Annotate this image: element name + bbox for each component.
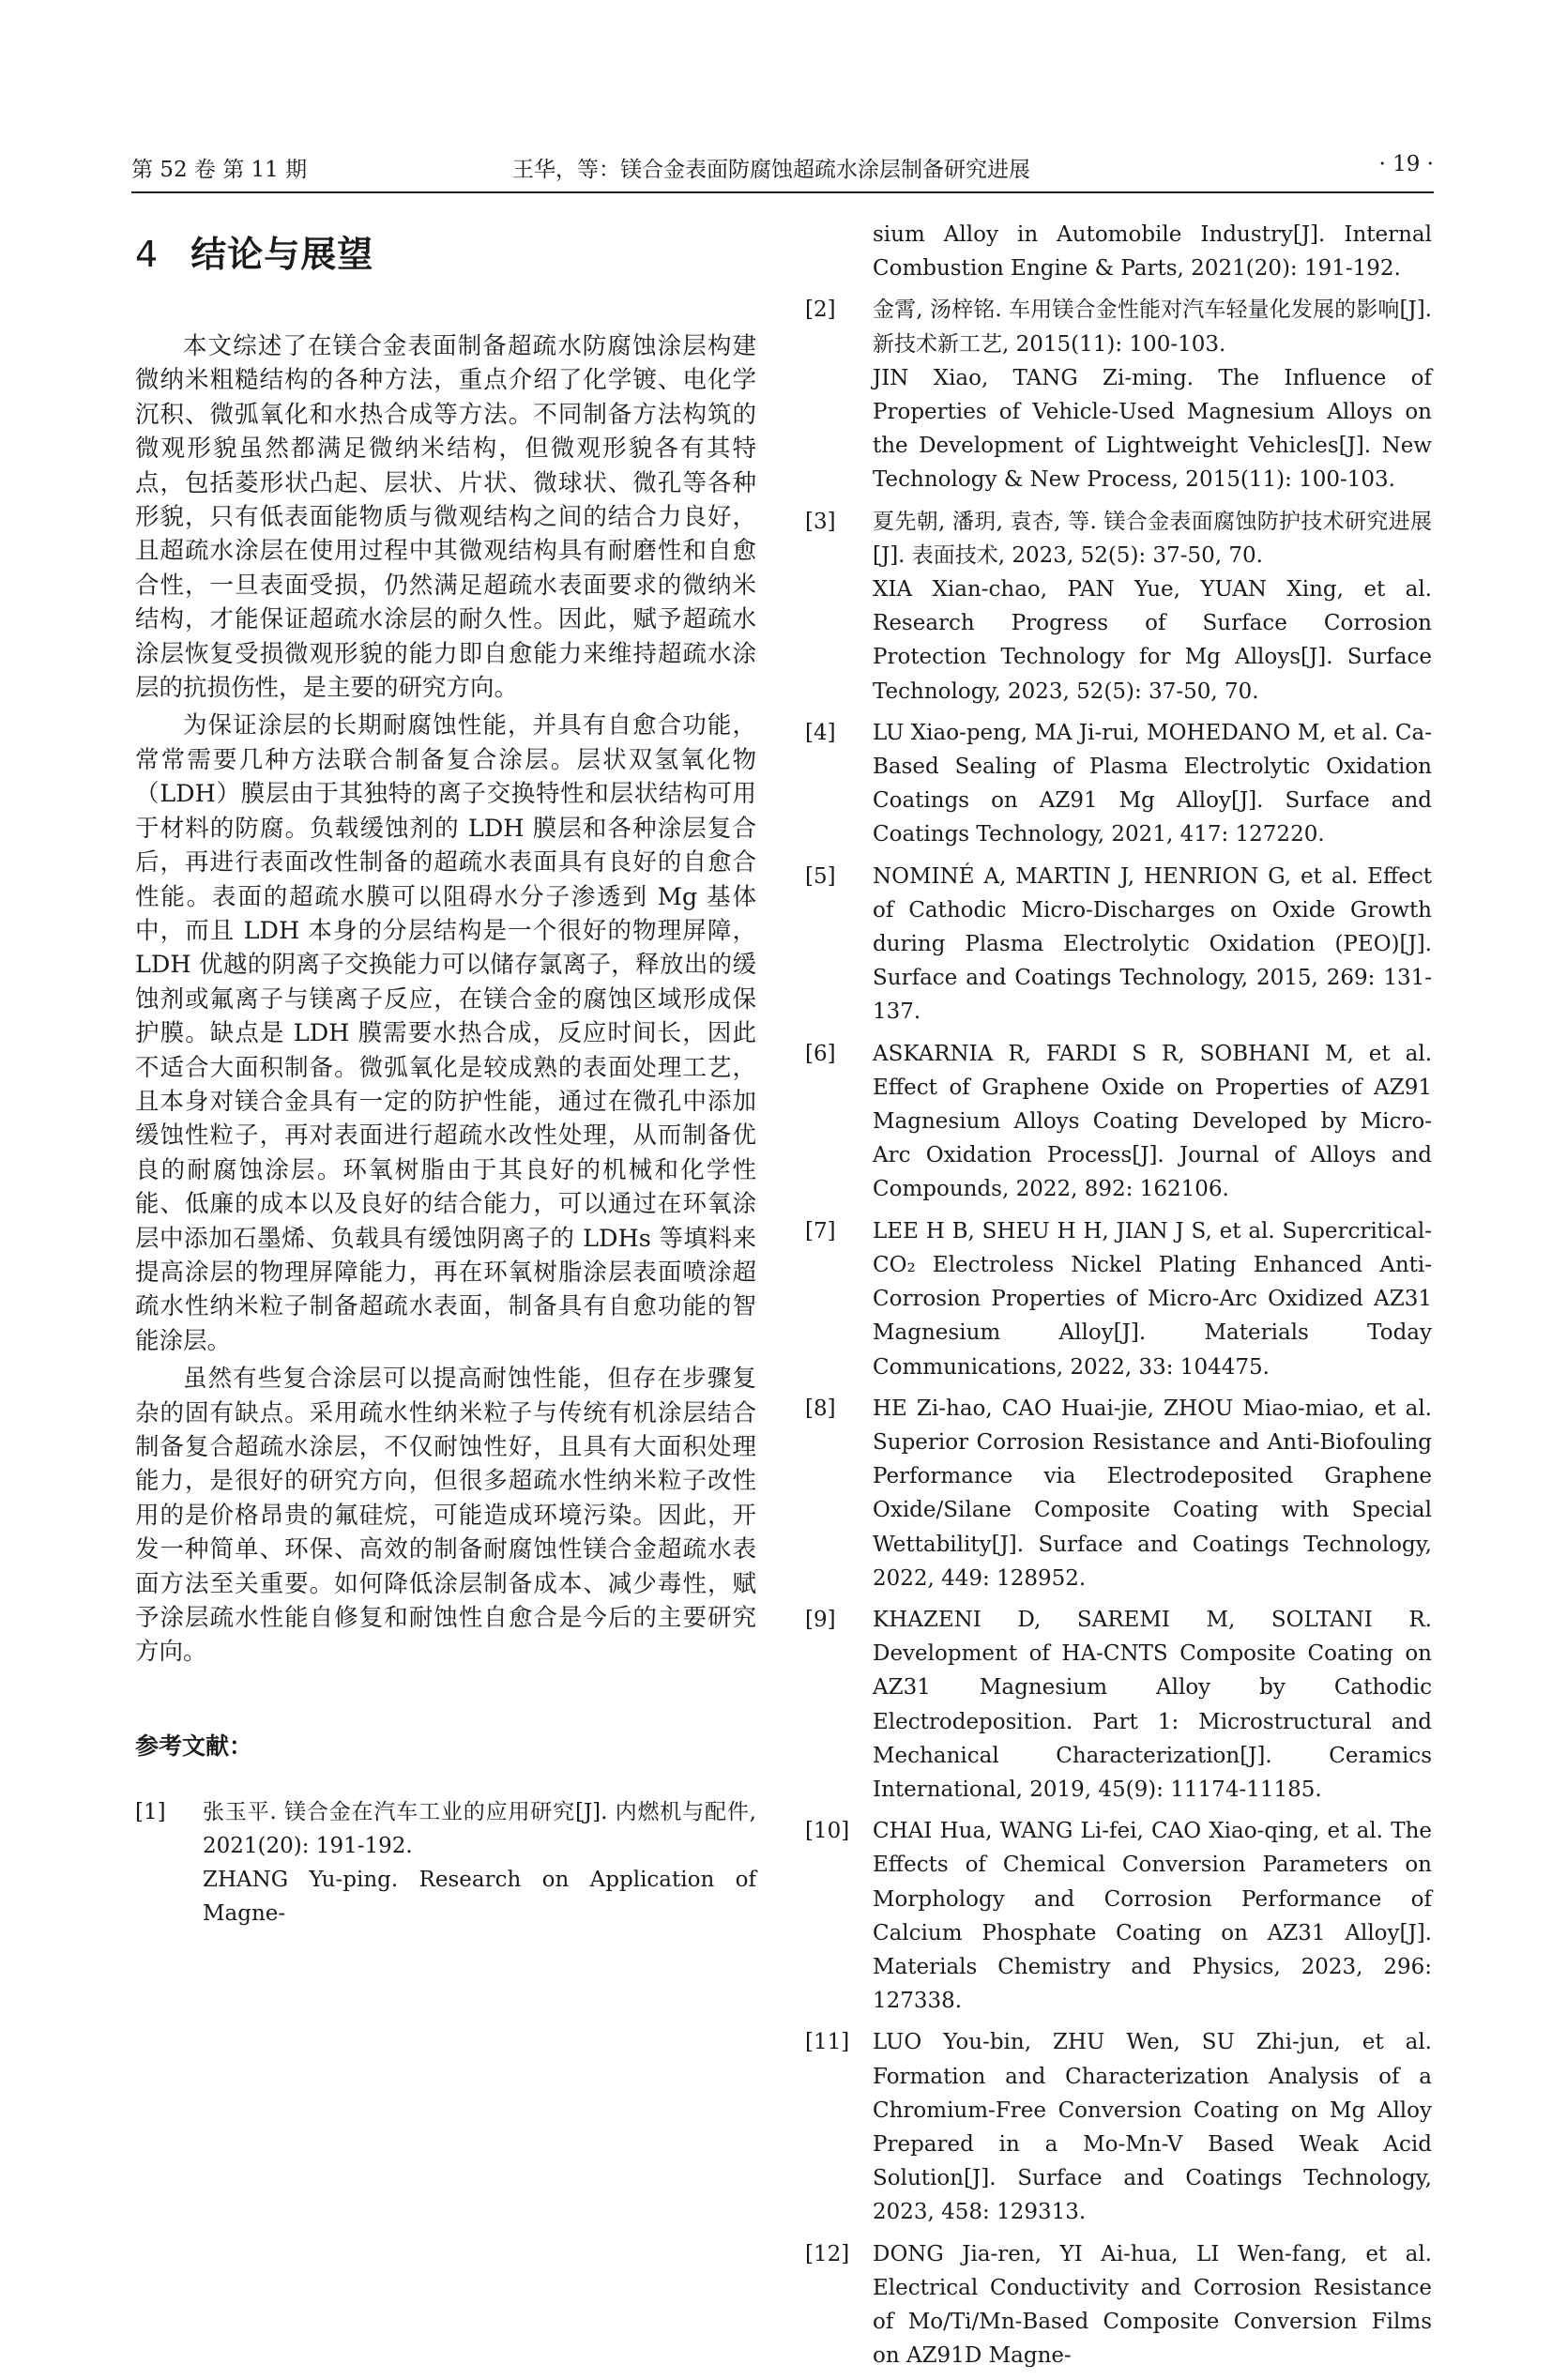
reference-en: CHAI Hua, WANG Li-fei, CAO Xiao-qing, et al. The Effects of Chemical Conversion Parameters on Morphology and Corrosion Performance of Calcium Phosphate Coating on AZ31 Alloy[J]. Materials Chemistry and Physics, 2023, 296: 127338. [873,1819,1432,2014]
reference-en: NOMINÉ A, MARTIN J, HENRION G, et al. Effect of Cathodic Micro-Discharges on Oxide Growth during Plasma Electrolytic Oxidation (PEO)[J]. Surface and Coatings Technology, 2015, 269: 131-137. [873,863,1432,1025]
reference-en: ZHANG Yu-ping. Research on Application of Magne- [203,1868,756,1927]
reference-item [805,1214,1432,1384]
header-page-number: · 19 · [1378,152,1434,176]
reference-number: [5] [805,863,836,889]
reference-cn: 金霄, 汤梓铭. 车用镁合金性能对汽车轻量化发展的影响[J]. 新技术新工艺, 2015(11): 100-103. [873,298,1432,357]
reference-number: [2] [805,298,836,323]
section-number: 4 [135,234,160,275]
reference-cn: 张玉平. 镁合金在汽车工业的应用研究[J]. 内燃机与配件, 2021(20): 191-192. [203,1799,756,1859]
reference-en: XIA Xian-chao, PAN Yue, YUAN Xing, et al. Research Progress of Surface Corrosion Protection Technology for Mg Alloys[J]. Surface Technology, 2023, 52(5): 37-50, 70. [873,577,1432,704]
reference-item [805,860,1432,1030]
reference-number: [12] [805,2241,850,2266]
reference-number: [8] [805,1396,836,1421]
reference-number: [9] [805,1607,836,1632]
reference-en: LU Xiao-peng, MA Ji-rui, MOHEDANO M, et al. Ca-Based Sealing of Plasma Electrolytic Oxidation Coatings on AZ91 Mg Alloy[J]. Surface and Coatings Technology, 2021, 417: 127220. [873,720,1432,847]
reference-number: [4] [805,720,836,745]
paragraph: 虽然有些复合涂层可以提高耐蚀性能，但存在步骤复杂的固有缺点。采用疏水性纳米粒子与传统有机涂层结合制备复合超疏水涂层，不仅耐蚀性好，且具有大面积处理能力，是很好的研究方向，但很多超疏水性纳米粒子改性用的是价格昂贵的氟硅烷，可能造成环境污染。因此，开发一种简单、环保、高效的制备耐腐蚀性镁合金超疏水表面方法至关重要。如何降低涂层制备成本、减少毒性，赋予涂层疏水性能自修复和耐蚀性自愈合是今后的主要研究方向。 [135,1365,756,1667]
right-column [805,218,1432,2380]
section-heading [135,225,756,277]
left-column [135,218,756,1939]
reference-cn: 夏先朝, 潘玥, 袁杏, 等. 镁合金表面腐蚀防护技术研究进展[J]. 表面技术, 2023, 52(5): 37-50, 70. [873,509,1432,568]
reference-continuation: sium Alloy in Automobile Industry[J]. Internal Combustion Engine & Parts, 2021(20): 191-192. [873,222,1432,282]
reference-number: [11] [805,2030,850,2055]
reference-number: [7] [805,1218,836,1243]
header-volume-issue: 第 52 卷 第 11 期 [131,158,308,182]
section-title: 结论与展望 [190,234,374,275]
reference-number: [1] [135,1799,166,1824]
reference-en: ASKARNIA R, FARDI S R, SOBHANI M, et al. Effect of Graphene Oxide on Properties of AZ91 Magnesium Alloys Coating Developed by Micro-Arc Oxidation Process[J]. Journal of Alloys and Compounds, 2022, 892: 162106. [873,1041,1432,1202]
reference-number: [3] [805,509,836,534]
reference-en: LEE H B, SHEU H H, JIAN J S, et al. Supercritical-CO₂ Electroless Nickel Plating Enhanced Anti-Corrosion Properties of Micro-Arc Oxidized AZ31 Magnesium Alloy[J]. Materials Today Communications, 2022, 33: 104475. [873,1218,1432,1380]
reference-item [805,1603,1432,1807]
reference-item [805,1037,1432,1207]
references-heading: 参考文献： [135,1732,253,1760]
reference-en: DONG Jia-ren, YI Ai-hua, LI Wen-fang, et al. Electrical Conductivity and Corrosion Resistance of Mo/Ti/Mn-Based Composite Conversion Films on AZ91D Magne- [873,2241,1432,2369]
reference-item [805,1814,1432,2018]
reference-en: HE Zi-hao, CAO Huai-jie, ZHOU Miao-miao, et al. Superior Corrosion Resistance and Anti-Biofouling Performance via Electrodeposited Graphene Oxide/Silane Composite Coating with Special Wettability[J]. Surface and Coatings Technology, 2022, 449: 128952. [873,1396,1432,1591]
reference-item [805,1392,1432,1595]
reference-item [805,505,1432,709]
reference-item [805,716,1432,852]
reference-en: JIN Xiao, TANG Zi-ming. The Influence of Properties of Vehicle-Used Magnesium Alloys on the Development of Lightweight Vehicles[J]. New Technology & New Process, 2015(11): 100-103. [873,365,1432,493]
reference-number: [10] [805,1819,850,1844]
header-rule [131,191,1434,193]
reference-item [805,2025,1432,2229]
paragraph: 为保证涂层的长期耐腐蚀性能，并具有自愈合功能，常常需要几种方法联合制备复合涂层。层状双氢氧化物（LDH）膜层由于其独特的离子交换特性和层状结构可用于材料的防腐。负载缓蚀剂的 LDH 膜层和各种涂层复合后，再进行表面改性制备的超疏水表面具有良好的自愈合性能。表面的超疏水膜可以阻碍水分子渗透到 Mg 基体中，而且 LDH 本身的分层结构是一个很好的物理屏障，LDH 优越的阴离子交换能力可以储存氯离子，释放出的缓蚀剂或氟离子与镁离子反应，在镁合金的腐蚀区域形成保护膜。缺点是 LDH 膜需要水热合成，反应时间长，因此不适合大面积制备。微弧氧化是较成熟的表面处理工艺，且本身对镁合金具有一定的防护性能，通过在微孔中添加缓蚀性粒子，再对表面进行超疏水改性处理，从而制备优良的耐腐蚀涂层。环氧树脂由于其良好的机械和化学性能、低廉的成本以及良好的结合能力，可以通过在环氧涂层中添加石墨烯、负载具有缓蚀阴离子的 LDHs 等填料来提高涂层的物理屏障能力，再在环氧树脂涂层表面喷涂超疏水性纳米粒子制备超疏水表面，制备具有自愈功能的智能涂层。 [135,711,756,1355]
reference-item [805,2237,1432,2373]
reference-en: KHAZENI D, SAREMI M, SOLTANI R. Development of HA-CNTS Composite Coating on AZ31 Magnesium Alloy by Cathodic Electrodeposition. Part 1: Microstructural and Mechanical Characterization[J]. Ceramics International, 2019, 45(9): 11174-11185. [873,1607,1432,1802]
running-header [131,152,1434,184]
paragraph: 本文综述了在镁合金表面制备超疏水防腐蚀涂层构建微纳米粗糙结构的各种方法，重点介绍了化学镀、电化学沉积、微弧氧化和水热合成等方法。不同制备方法构筑的微观形貌虽然都满足微纳米结构，但微观形貌各有其特点，包括菱形状凸起、层状、片状、微球状、微孔等各种形貌，只有低表面能物质与微观结构之间的结合力良好，且超疏水涂层在使用过程中其微观结构具有耐磨性和自愈合性，一旦表面受损，仍然满足超疏水表面要求的微纳米结构，才能保证超疏水涂层的耐久性。因此，赋予超疏水涂层恢复受损微观形貌的能力即自愈能力来维持超疏水涂层的抗损伤性，是主要的研究方向。 [135,332,756,703]
reference-item [805,293,1432,496]
header-title: 王华，等：镁合金表面防腐蚀超疏水涂层制备研究进展 [512,158,1030,182]
reference-number: [6] [805,1041,836,1066]
reference-en: LUO You-bin, ZHU Wen, SU Zhi-jun, et al. Formation and Characterization Analysis of a Chromium-Free Conversion Coating on Mg Alloy Prepared in a Mo-Mn-V Based Weak Acid Solution[J]. Surface and Coatings Technology, 2023, 458: 129313. [873,2030,1432,2225]
reference-item [135,1795,756,1931]
